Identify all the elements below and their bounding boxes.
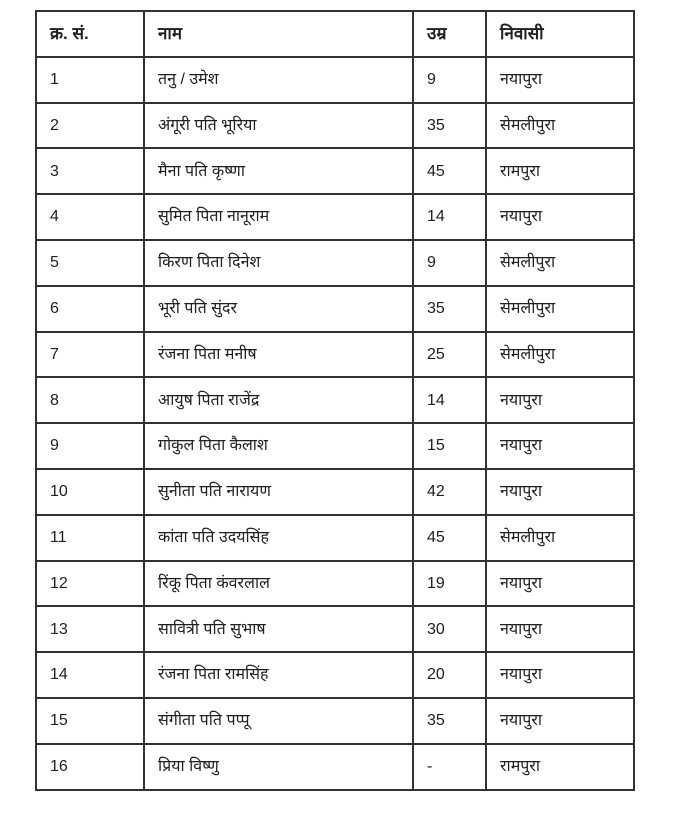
cell-res: नयापुरा [486, 469, 634, 515]
cell-name: कांता पति उदयसिंह [144, 515, 413, 561]
table-row [36, 148, 634, 194]
cell-age: 20 [413, 652, 486, 698]
cell-age: - [413, 744, 486, 790]
table-row [36, 561, 634, 607]
table-row [36, 423, 634, 469]
cell-name: प्रिया विष्णु [144, 744, 413, 790]
cell-name: सुमित पिता नानूराम [144, 194, 413, 240]
cell-res: नयापुरा [486, 194, 634, 240]
cell-res: सेमलीपुरा [486, 103, 634, 149]
cell-res: नयापुरा [486, 423, 634, 469]
cell-age: 14 [413, 194, 486, 240]
cell-age: 9 [413, 57, 486, 103]
cell-res: सेमलीपुरा [486, 286, 634, 332]
cell-sno: 16 [36, 744, 144, 790]
table-row [36, 240, 634, 286]
cell-sno: 11 [36, 515, 144, 561]
cell-name: सावित्री पति सुभाष [144, 606, 413, 652]
cell-name: सुनीता पति नारायण [144, 469, 413, 515]
data-table [35, 10, 635, 791]
column-header-name: नाम [144, 11, 413, 57]
cell-sno: 2 [36, 103, 144, 149]
cell-res: सेमलीपुरा [486, 515, 634, 561]
cell-sno: 7 [36, 332, 144, 378]
cell-name: तनु / उमेश [144, 57, 413, 103]
column-header-res: निवासी [486, 11, 634, 57]
table-row [36, 377, 634, 423]
table-row [36, 606, 634, 652]
cell-name: अंगूरी पति भूरिया [144, 103, 413, 149]
cell-age: 30 [413, 606, 486, 652]
cell-res: नयापुरा [486, 377, 634, 423]
cell-res: नयापुरा [486, 652, 634, 698]
cell-name: आयुष पिता राजेंद्र [144, 377, 413, 423]
cell-sno: 15 [36, 698, 144, 744]
cell-name: मैना पति कृष्णा [144, 148, 413, 194]
cell-name: रंजना पिता मनीष [144, 332, 413, 378]
cell-res: नयापुरा [486, 561, 634, 607]
cell-sno: 8 [36, 377, 144, 423]
table-row [36, 57, 634, 103]
cell-name: रंजना पिता रामसिंह [144, 652, 413, 698]
cell-res: नयापुरा [486, 57, 634, 103]
cell-res: सेमलीपुरा [486, 332, 634, 378]
cell-res: नयापुरा [486, 606, 634, 652]
cell-age: 9 [413, 240, 486, 286]
cell-name: भूरी पति सुंदर [144, 286, 413, 332]
cell-sno: 6 [36, 286, 144, 332]
cell-res: रामपुरा [486, 744, 634, 790]
cell-sno: 14 [36, 652, 144, 698]
cell-res: सेमलीपुरा [486, 240, 634, 286]
table-row [36, 103, 634, 149]
cell-sno: 13 [36, 606, 144, 652]
cell-age: 14 [413, 377, 486, 423]
cell-sno: 1 [36, 57, 144, 103]
table-row [36, 332, 634, 378]
header-row [36, 11, 634, 57]
table-row [36, 652, 634, 698]
cell-age: 45 [413, 515, 486, 561]
cell-name: संगीता पति पप्पू [144, 698, 413, 744]
cell-res: रामपुरा [486, 148, 634, 194]
table-row [36, 744, 634, 790]
cell-age: 35 [413, 103, 486, 149]
cell-age: 25 [413, 332, 486, 378]
table-row [36, 194, 634, 240]
cell-age: 42 [413, 469, 486, 515]
cell-sno: 10 [36, 469, 144, 515]
cell-age: 45 [413, 148, 486, 194]
cell-name: किरण पिता दिनेश [144, 240, 413, 286]
cell-age: 35 [413, 698, 486, 744]
cell-sno: 5 [36, 240, 144, 286]
cell-sno: 9 [36, 423, 144, 469]
cell-sno: 12 [36, 561, 144, 607]
cell-res: नयापुरा [486, 698, 634, 744]
cell-name: रिंकू पिता कंवरलाल [144, 561, 413, 607]
cell-age: 35 [413, 286, 486, 332]
cell-age: 15 [413, 423, 486, 469]
column-header-sno: क्र. सं. [36, 11, 144, 57]
table-row [36, 698, 634, 744]
cell-age: 19 [413, 561, 486, 607]
table-header [36, 11, 634, 57]
column-header-age: उम्र [413, 11, 486, 57]
cell-name: गोकुल पिता कैलाश [144, 423, 413, 469]
table-body [36, 57, 634, 790]
table-row [36, 286, 634, 332]
cell-sno: 4 [36, 194, 144, 240]
table-row [36, 515, 634, 561]
cell-sno: 3 [36, 148, 144, 194]
table-row [36, 469, 634, 515]
